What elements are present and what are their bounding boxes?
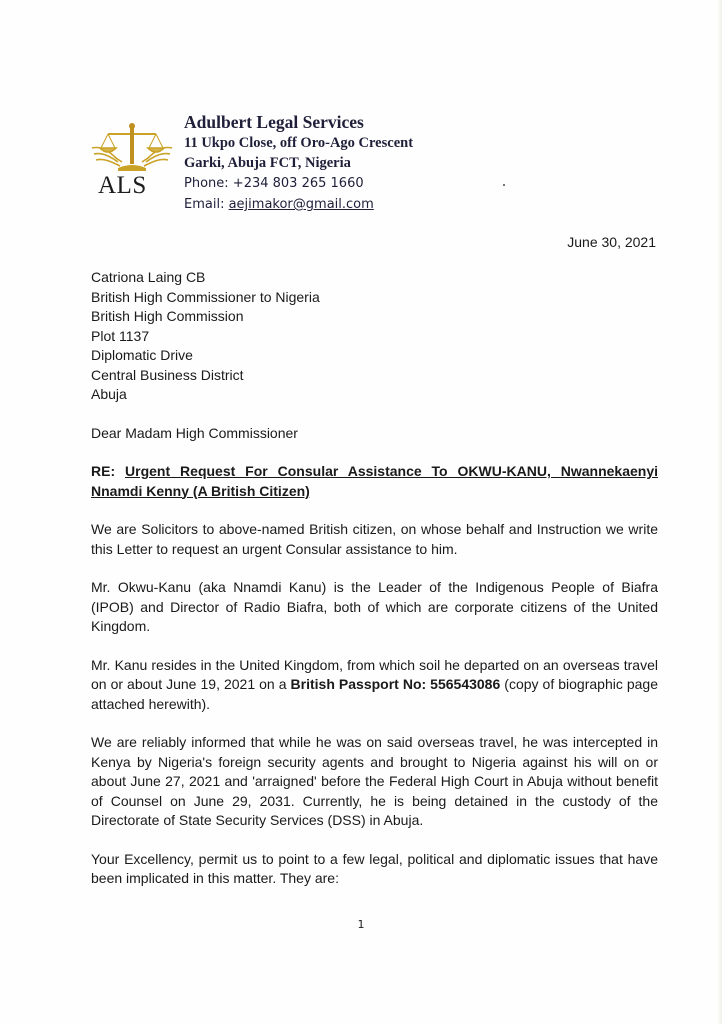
paragraph-1: We are Solicitors to above-named British citizen, on whose behalf and Instruction we write this Letter to request an urgent Consular assistance to him. [91, 521, 658, 557]
scales-of-justice-with-wings-icon [88, 118, 176, 178]
email-line [184, 194, 413, 215]
recipient-organization: British High Commission [91, 308, 244, 324]
recipient-city: Abuja [91, 386, 127, 402]
paragraph-2: Mr. Okwu-Kanu (aka Nnamdi Kanu) is the Leader of the Indigenous People of Biafra (IPOB) and Director of Radio Biafra, both of which are corporate citizens of the United Kingdom. [91, 579, 658, 634]
recipient-plot: Plot 1137 [91, 327, 150, 344]
paragraph-3-text-b: (copy of biographic page attached herewith). [91, 676, 658, 712]
phone-number: +234 803 265 1660 [232, 176, 364, 191]
subject-prefix: RE: [91, 463, 116, 479]
page-number: 1 [357, 918, 365, 931]
recipient-address [91, 268, 658, 405]
address-line-2: Garki, Abuja FCT, Nigeria [184, 155, 351, 171]
page-edge-shadow [716, 0, 722, 1024]
passport-number: British Passport No: 556543086 [290, 676, 501, 692]
address-line-1: 11 Ukpo Close, off Oro-Ago Crescent [184, 135, 414, 151]
recipient-district: Central Business District [91, 366, 244, 383]
letter-date: June 30, 2021 [567, 234, 656, 250]
firm-name: Adulbert Legal Services [184, 112, 364, 132]
email-label: Email: [184, 197, 225, 212]
paragraph-3 [91, 656, 658, 715]
paragraph-5: Your Excellency, permit us to point to a few legal, political and diplomatic issues that have been implicated in this matter. They are: [91, 850, 658, 886]
subject-line [91, 462, 658, 501]
recipient-street: Diplomatic Drive [91, 347, 193, 363]
subject-text: Urgent Request For Consular Assistance To OKWU-KANU, Nwannekaenyi Nnamdi Kenny (A British Citizen) [91, 463, 658, 499]
letterhead [88, 112, 508, 217]
phone-label: Phone: [184, 176, 229, 191]
email-link[interactable]: aejimakor@gmail.com [228, 197, 374, 212]
logo-text: ALS [98, 172, 147, 199]
recipient-name: Catriona Laing CB [91, 269, 206, 285]
paragraph-3-text-a: Mr. Kanu resides in the United Kingdom, from which soil he departed on an overseas travel on or about June 19, 2021 on a [91, 656, 658, 692]
letter-body [91, 268, 658, 889]
paragraph-4: We are reliably informed that while he was on said overseas travel, he was intercepted in Kenya by Nigeria's foreign security agents and brought to Nigeria against his will on or about June 27, 2021 and 'arraigned' before the Federal High Court in Abuja without benefit of Counsel on June 29, 2031. Currently, he is being detained in the custody of the Directorate of State Security Services (DSS) in Abuja. [91, 734, 658, 828]
phone-line [184, 173, 413, 194]
recipient-title: British High Commissioner to Nigeria [91, 288, 320, 305]
firm-logo [88, 118, 176, 206]
salutation: Dear Madam High Commissioner [91, 424, 298, 441]
scan-speck [503, 184, 505, 186]
letterhead-details [184, 112, 413, 215]
